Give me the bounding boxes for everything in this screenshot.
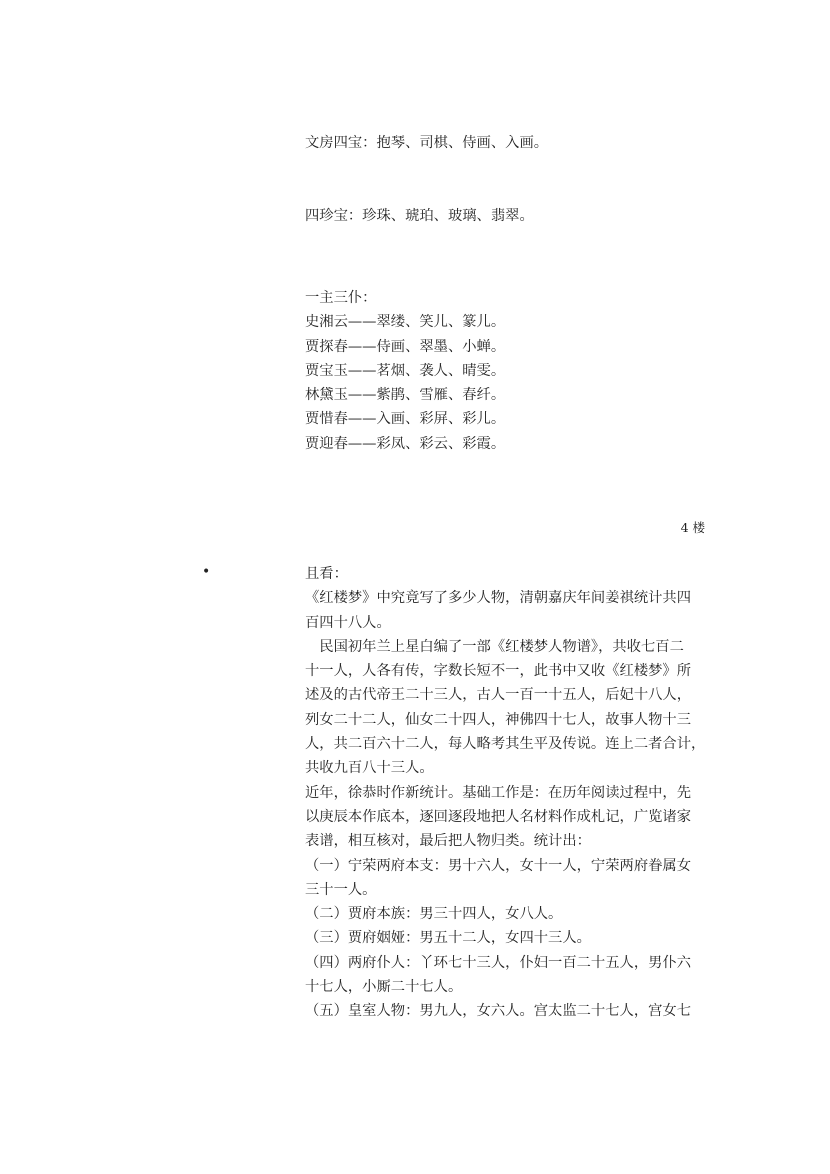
section-si-zhenbao: 四珍宝：珍珠、琥珀、玻璃、翡翠。 [305, 208, 534, 224]
post-line: 人，共二百六十二人，每人略考其生平及传说。连上二者合计， [305, 736, 706, 753]
post-line: （三）贾府姻娅：男五十二人，女四十三人。 [305, 930, 591, 947]
list-item: 贾迎春——彩凤、彩云、彩霞。 [305, 435, 506, 452]
post-line: 十一人，人各有传，字数长短不一，此书中又收《红楼梦》所 [305, 663, 692, 680]
post-line: （五）皇室人物：男九人，女六人。宫太监二十七人，宫女七 [305, 1003, 692, 1020]
post-line: 近年，徐恭时作新统计。基础工作是：在历年阅读过程中，先 [305, 784, 692, 801]
bullet-marker: • [202, 564, 211, 580]
post-line: （四）两府仆人：丫环七十三人，仆妇一百二十五人，男仆六 [305, 954, 692, 971]
post-line: 十七人，小厮二十七人。 [305, 979, 463, 996]
post-line: 述及的古代帝王二十三人，古人一百一十五人，后妃十八人， [305, 687, 692, 704]
post-line: 共收九百八十三人。 [305, 760, 434, 777]
section-yizhu-sanpu [305, 286, 715, 456]
post-line: 表谱，相互核对，最后把人物归类。统计出： [305, 833, 591, 850]
section-title: 一主三仆： [305, 290, 377, 306]
post-line: 百四十八人。 [305, 614, 391, 631]
post-line: 列女二十二人，仙女二十四人，神佛四十七人，故事人物十三 [305, 711, 692, 728]
list-item: 史湘云——翠缕、笑儿、篆儿。 [305, 314, 506, 331]
post-line: 且看： [305, 566, 348, 582]
list-item: 贾宝玉——茗烟、袭人、晴雯。 [305, 362, 506, 379]
post-line: 《红楼梦》中究竟写了多少人物，清朝嘉庆年间姜祺统计共四 [305, 590, 692, 607]
post-body [305, 562, 715, 1024]
post-line: 三十一人。 [305, 881, 377, 898]
post-line: 以庚辰本作底本，逐回逐段地把人名材料作成札记，广览诸家 [305, 808, 692, 825]
list-item: 贾探春——侍画、翠墨、小蝉。 [305, 338, 506, 355]
floor-label: 4 楼 [680, 520, 705, 535]
list-item: 林黛玉——紫鹃、雪雁、春纤。 [305, 387, 506, 404]
post-line: （二）贾府本族：男三十四人，女八人。 [305, 906, 563, 923]
list-item: 贾惜春——入画、彩屏、彩儿。 [305, 411, 506, 428]
post-line: 民国初年兰上星白编了一部《红楼梦人物谱》，共收七百二 [305, 638, 684, 655]
section-wenfang-sibao: 文房四宝：抱琴、司棋、侍画、入画。 [305, 135, 549, 151]
post-line: （一）宁荣两府本支：男十六人，女十一人，宁荣两府眷属女 [305, 857, 692, 874]
